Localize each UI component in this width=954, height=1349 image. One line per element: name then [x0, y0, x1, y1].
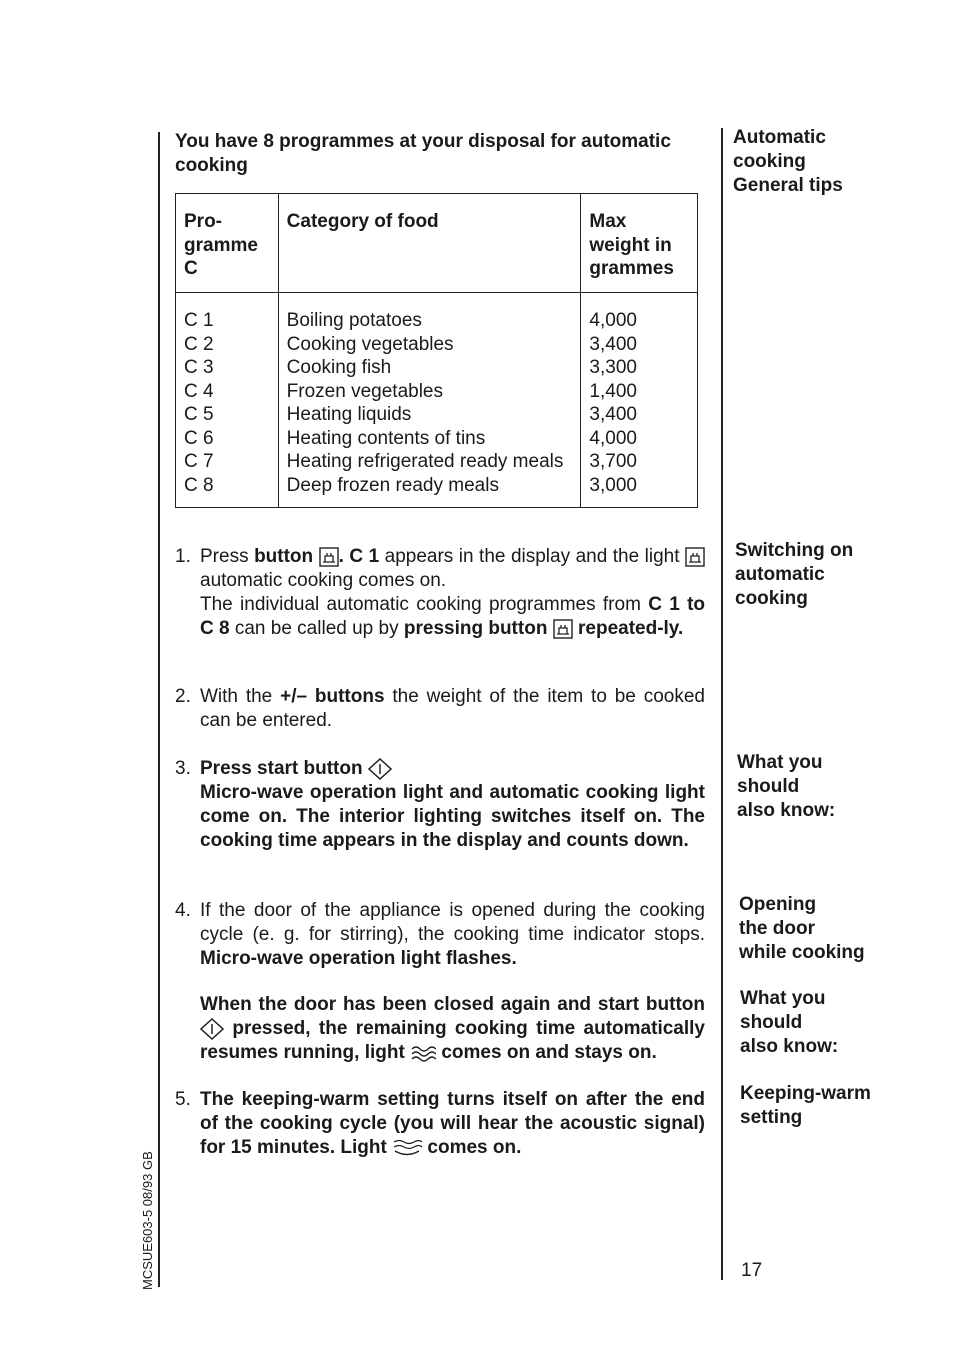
auto-cook-light-icon	[685, 547, 705, 567]
header-programme: Pro- gramme C	[176, 194, 279, 293]
table-cell: 4,000	[589, 310, 637, 331]
auto-cook-button-icon	[553, 619, 573, 639]
table-cell: C 4	[184, 380, 214, 402]
table-cell: C 5	[184, 404, 214, 425]
table-cell: 1,400	[589, 380, 637, 402]
left-margin-rule	[158, 132, 160, 1287]
weight-column	[581, 293, 698, 508]
table-cell: 3,300	[589, 357, 637, 378]
table-cell: 3,400	[589, 404, 637, 425]
sidebar-heading-what-you-should-know-2: What you should also know:	[740, 988, 839, 1057]
step-text: With the +/– buttons the weight of the item to be cooked can be entered.	[200, 686, 705, 731]
step-4-continued: When the door has been closed again and start button pressed, the remaining cooking time automatically resumes running, light comes on and stays on.	[200, 994, 705, 1063]
document-code: MCSUE603-5 08/93 GB	[140, 1151, 155, 1290]
table-cell: 3,700	[589, 451, 637, 472]
table-cell: C 1	[184, 310, 214, 331]
table-cell: 3,000	[589, 474, 637, 496]
table-cell: 3,400	[589, 333, 637, 355]
step-number: 4.	[175, 900, 191, 921]
step-number: 3.	[175, 758, 191, 779]
step-number: 1.	[175, 546, 191, 567]
page-number: 17	[741, 1260, 763, 1281]
step-text: Press button . C 1 appears in the display and the light automatic cooking comes on. The individual automatic cooking programmes from C 1 to C 8 can be called up by pressing button repeated-ly.	[200, 546, 706, 639]
auto-cook-button-icon	[319, 547, 339, 567]
step-4	[175, 899, 705, 1065]
table-header-row	[176, 194, 698, 293]
table-cell: Deep frozen ready meals	[286, 474, 499, 496]
sidebar-heading-keeping-warm: Keeping-warm setting	[740, 1083, 871, 1128]
header-category: Category of food	[278, 194, 581, 293]
step-number: 2.	[175, 686, 191, 707]
microwave-waves-icon	[410, 1043, 436, 1063]
start-diamond-icon	[368, 758, 392, 780]
table-cell: Heating refrigerated ready meals	[286, 451, 564, 472]
table-cell: Frozen vegetables	[286, 380, 443, 402]
table-cell: 4,000	[589, 427, 637, 449]
table-cell: C 2	[184, 333, 214, 355]
table-cell: Boiling potatoes	[286, 310, 422, 331]
table-cell: Cooking vegetables	[286, 333, 454, 355]
intro-text: You have 8 programmes at your disposal for automatic cooking	[175, 131, 671, 176]
step-number: 5.	[175, 1089, 191, 1110]
table-cell: Heating liquids	[286, 404, 412, 425]
step-2	[175, 685, 705, 733]
step-5	[175, 1088, 705, 1160]
sidebar-heading-opening-door: Opening the door while cooking	[739, 894, 865, 963]
step-3	[175, 757, 705, 853]
column-divider-rule	[721, 128, 723, 1280]
header-max-weight: Max weight in grammes	[581, 194, 698, 293]
programme-table	[175, 193, 698, 508]
step-1	[175, 545, 705, 641]
table-cell: C 7	[184, 451, 214, 472]
step-text: If the door of the appliance is opened during the cooking cycle (e. g. for stirring), the cooking time indicator stops. Micro-wave operation light flashes. When the door has been closed again and start button pressed, the remaining cooking time automatically resumes running, light comes on and stays on.	[200, 900, 705, 1063]
table-cell: C 3	[184, 357, 214, 378]
table-body-row	[176, 293, 698, 508]
programme-column	[176, 293, 279, 508]
table-cell: Cooking fish	[286, 357, 392, 378]
step-text: Press start button Micro-wave operation light and automatic cooking light come on. The interior lighting switches itself on. The cooking time appears in the display and counts down.	[200, 758, 705, 851]
table-cell: C 6	[184, 427, 214, 449]
start-diamond-icon	[200, 1018, 224, 1040]
category-column	[278, 293, 581, 508]
table-cell: C 8	[184, 474, 214, 496]
keep-warm-icon	[392, 1138, 422, 1158]
step-text: The keeping-warm setting turns itself on after the end of the cooking cycle (you will hear the acoustic signal) for 15 minutes. Light comes on.	[200, 1089, 705, 1158]
sidebar-heading-switching-on: Switching on automatic cooking	[735, 540, 854, 609]
table-cell: Heating contents of tins	[286, 427, 486, 449]
sidebar-heading-automatic-cooking: Automatic cooking General tips	[733, 127, 843, 196]
sidebar-heading-what-you-should-know: What you should also know:	[737, 752, 836, 821]
